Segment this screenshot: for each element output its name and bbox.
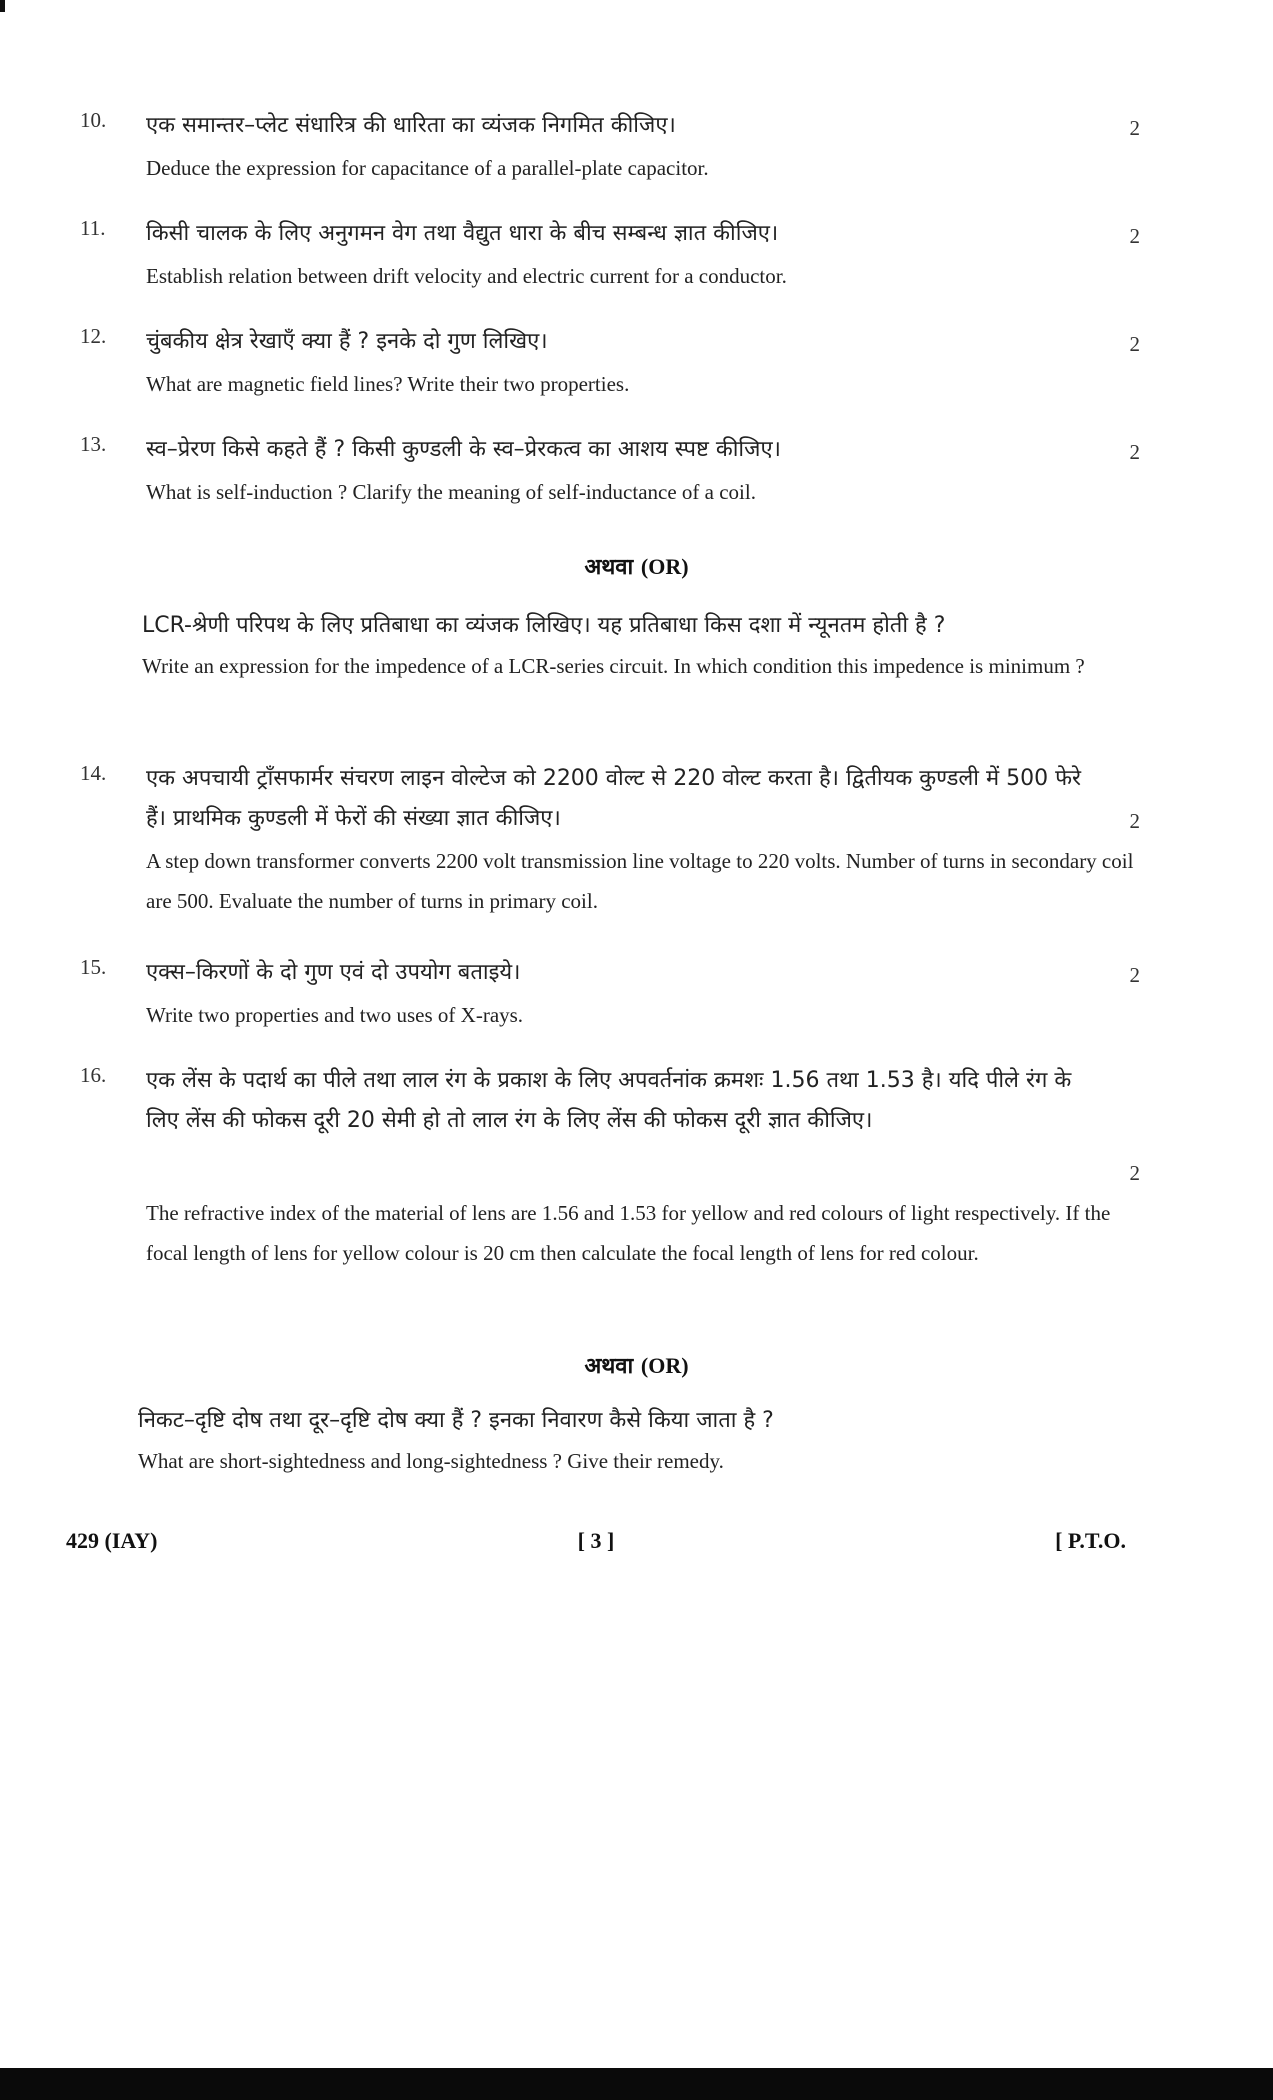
or-heading-english: (OR) — [640, 1353, 689, 1378]
question-number: 16. — [80, 1063, 107, 1087]
question-number: 12. — [80, 324, 107, 348]
question-english: Deduce the expression for capacitance of a parallel-plate capacitor. — [146, 156, 709, 180]
scan-bottom-border — [0, 2068, 1273, 2100]
question-hindi: एक्स–किरणों के दो गुण एवं दो उपयोग बताइये। — [146, 960, 521, 985]
question-marks: 2 — [1129, 440, 1140, 464]
or-question-hindi: LCR-श्रेणी परिपथ के लिए प्रतिबाधा का व्यंजक लिखिए। यह प्रतिबाधा किस दशा में न्यूनतम होती है ? — [142, 613, 946, 638]
question-15 — [80, 955, 1140, 1035]
question-14 — [80, 761, 1140, 921]
or-heading-hindi: अथवा — [584, 1354, 634, 1379]
paper-code: 429 (IAY) — [66, 1528, 158, 1553]
or-heading — [0, 1350, 1273, 1380]
question-12 — [80, 324, 1140, 404]
or-question-english: What are short-sightedness and long-sightedness ? Give their remedy. — [138, 1449, 724, 1473]
question-english: What is self-induction ? Clarify the meaning of self-inductance of a coil. — [146, 480, 756, 504]
or-question-block — [138, 1401, 1138, 1481]
question-hindi: एक अपचायी ट्रॉंसफार्मर संचरण लाइन वोल्टेज को 2200 वोल्ट से 220 वोल्ट करता है। द्वितीयक कुण्डली में 500 फेरे हैं। प्राथमिक कुण्डली में फेरों की संख्या ज्ञात कीजिए। — [146, 766, 1082, 831]
or-heading-english: (OR) — [640, 554, 689, 579]
question-number: 15. — [80, 955, 107, 979]
or-question-english: Write an expression for the impedence of a LCR-series circuit. In which condition this impedence is minimum ? — [142, 654, 1085, 678]
question-number: 13. — [80, 432, 107, 456]
question-hindi: एक लेंस के पदार्थ का पीले तथा लाल रंग के प्रकाश के लिए अपवर्तनांक क्रमशः 1.56 तथा 1.53 है। यदि पीले रंग के लिए लेंस की फोकस दूरी 20 सेमी हो तो लाल रंग के लिए लेंस की फोकस दूरी ज्ञात कीजिए। — [146, 1068, 1072, 1133]
question-hindi: एक समान्तर–प्लेट संधारित्र की धारिता का व्यंजक निगमित कीजिए। — [146, 113, 676, 138]
or-question-block — [142, 606, 1142, 686]
question-hindi: स्व–प्रेरण किसे कहते हैं ? किसी कुण्डली के स्व–प्रेरकत्व का आशय स्पष्ट कीजिए। — [146, 437, 781, 462]
question-marks: 2 — [1129, 332, 1140, 356]
question-number: 10. — [80, 108, 107, 132]
scan-corner-mark — [0, 0, 5, 12]
page-footer — [66, 1528, 1126, 1558]
question-hindi: किसी चालक के लिए अनुगमन वेग तथा वैद्युत धारा के बीच सम्बन्ध ज्ञात कीजिए। — [146, 221, 779, 246]
question-english: The refractive index of the material of lens are 1.56 and 1.53 for yellow and red colours of light respectively. If the focal length of lens for yellow colour is 20 cm then calculate the focal length of lens for red colour. — [146, 1201, 1111, 1265]
page-number: [ 3 ] — [577, 1528, 615, 1553]
question-english: Establish relation between drift velocity and electric current for a conductor. — [146, 264, 787, 288]
question-11 — [80, 216, 1140, 296]
please-turn-over: [ P.T.O. — [1055, 1528, 1126, 1553]
question-english: Write two properties and two uses of X-rays. — [146, 1003, 524, 1027]
question-10 — [80, 108, 1140, 188]
question-marks: 2 — [1129, 809, 1140, 833]
question-english: A step down transformer converts 2200 volt transmission line voltage to 220 volts. Number of turns in secondary coil are 500. Evaluate the number of turns in primary coil. — [146, 849, 1134, 913]
question-hindi: चुंबकीय क्षेत्र रेखाएँ क्या हैं ? इनके दो गुण लिखिए। — [146, 329, 548, 354]
question-13 — [80, 432, 1140, 512]
or-question-hindi: निकट–दृष्टि दोष तथा दूर–दृष्टि दोष क्या हैं ? इनका निवारण कैसे किया जाता है ? — [138, 1408, 774, 1433]
question-marks: 2 — [1129, 224, 1140, 248]
or-heading — [0, 551, 1273, 581]
question-english: What are magnetic field lines? Write their two properties. — [146, 372, 630, 396]
question-marks: 2 — [1129, 116, 1140, 140]
question-number: 14. — [80, 761, 107, 785]
question-16 — [80, 1063, 1140, 1313]
question-marks: 2 — [1129, 1161, 1140, 1185]
question-number: 11. — [80, 216, 106, 240]
or-heading-hindi: अथवा — [584, 555, 634, 580]
question-marks: 2 — [1129, 963, 1140, 987]
